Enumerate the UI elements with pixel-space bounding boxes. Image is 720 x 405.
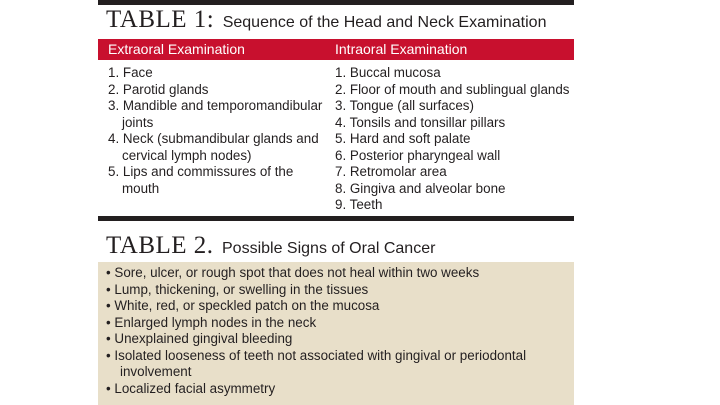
table2: [98, 262, 574, 405]
table1-title: [106, 6, 576, 34]
table-separator-rule: [98, 216, 574, 221]
extraoral-header: Extraoral Examination: [108, 41, 245, 57]
list-item: 3. Mandible and temporomandibular joints: [108, 98, 323, 130]
list-item: 1. Face: [108, 65, 153, 80]
table2-description: Possible Signs of Oral Cancer: [222, 240, 436, 257]
list-item: 7. Retromolar area: [335, 164, 447, 179]
table2-title: [106, 232, 576, 260]
list-item: 8. Gingiva and alveolar bone: [335, 180, 506, 196]
list-item: 4. Tonsils and tonsillar pillars: [335, 114, 506, 130]
list-item: 4. Neck (submandibular glands and cervical lymph nodes): [108, 131, 319, 163]
list-item: 6. Posterior pharyngeal wall: [335, 147, 501, 163]
extraoral-list: [108, 65, 328, 197]
list-item: 2. Parotid glands: [108, 81, 209, 97]
table1-header-row: [98, 39, 574, 60]
list-item: • Sore, ulcer, or rough spot that does not heal within two weeks: [106, 265, 480, 280]
top-rule: [98, 0, 574, 5]
table2-number: TABLE 2.: [106, 232, 214, 259]
list-item: • White, red, or speckled patch on the mucosa: [106, 298, 380, 313]
list-item: 2. Floor of mouth and sublingual glands: [335, 81, 570, 97]
list-item: 5. Lips and commissures of the mouth: [108, 164, 294, 196]
list-item: • Enlarged lymph nodes in the neck: [106, 314, 317, 330]
list-item: • Unexplained gingival bleeding: [106, 331, 293, 346]
list-item: • Localized facial asymmetry: [106, 380, 276, 396]
list-item: • Isolated looseness of teeth not associated with gingival or periodontal involvement: [106, 347, 527, 379]
intraoral-list: [335, 65, 570, 214]
table1: [98, 39, 574, 216]
list-item: 9. Teeth: [335, 197, 383, 212]
table1-number: TABLE 1:: [106, 6, 215, 33]
intraoral-header: Intraoral Examination: [335, 41, 468, 57]
list-item: 3. Tongue (all surfaces): [335, 98, 474, 113]
signs-list: [106, 265, 566, 397]
list-item: 5. Hard and soft palate: [335, 131, 471, 146]
list-item: • Lump, thickening, or swelling in the tissues: [106, 281, 369, 297]
list-item: 1. Buccal mucosa: [335, 65, 441, 80]
table1-description: Sequence of the Head and Neck Examination: [222, 14, 547, 31]
